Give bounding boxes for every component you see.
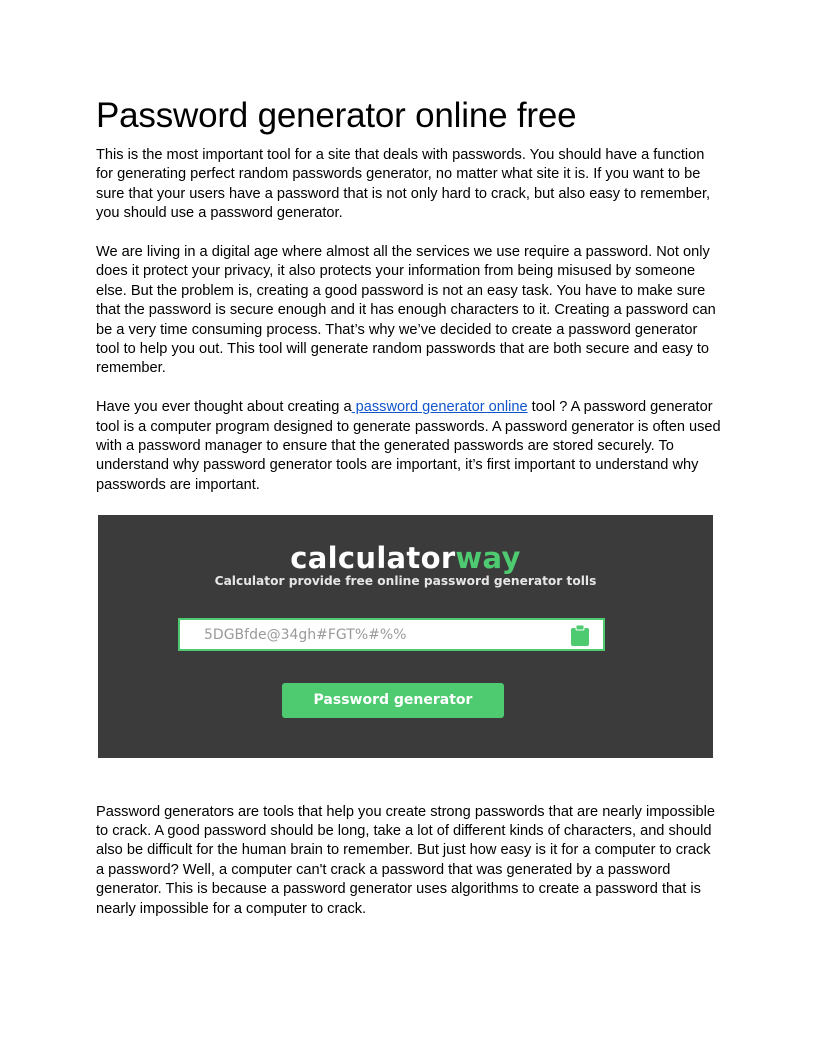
clipboard-icon <box>569 624 591 647</box>
generated-password-value: 5DGBfde@34gh#FGT%#%% <box>204 626 407 643</box>
banner-tagline: Calculator provide free online password generator tolls <box>214 573 597 588</box>
brand-logo-part2: way <box>455 540 521 575</box>
password-generator-paragraph <box>96 398 722 495</box>
closing-paragraph: Password generators are tools that help you create strong passwords that are nearly impossible to crack. A good password should be long, take a lot of different kinds of characters, and should also be difficult for the human brain to remember. But just how easy is it for a computer to crack a password? Well, a computer can't crack a password that was generated by a password generator. This is because a password generator uses algorithms to create a password that is nearly impossible for a computer to crack. <box>96 803 715 917</box>
intro-paragraph: This is the most important tool for a site that deals with passwords. You should have a function for generating perfect random passwords generator, no matter what site it is. If you want to be sure that your users have a password that is not only hard to crack, but also easy to remember, you should use a password generator. <box>96 147 711 222</box>
password-generator-online-link[interactable]: password generator online <box>351 399 528 416</box>
digital-age-paragraph: We are living in a digital age where almost all the services we use require a password. Not only does it protect your privacy, it also protects your information from being misused by someone else. But the problem is, creating a good password is not an easy task. You have to make sure that the password is secure enough and it has enough characters to it. Creating a password can be a very time consuming process. That’s why we’ve decided to create a password generator tool to help you out. This tool will generate random passwords that are both secure and easy to remember. <box>96 244 716 377</box>
paragraph-text-after-link: tool ? A password generator tool is a computer program designed to generate passwords. A password generator is often used with a password manager to ensure that the generated passwords are stored securely. To understand why password generator tools are important, it’s first important to understand why passwords are important. <box>96 399 721 493</box>
brand-logo <box>98 540 713 576</box>
document-page <box>96 92 722 939</box>
page-title: Password generator online free <box>96 96 577 135</box>
password-generator-button: Password generator <box>282 683 504 718</box>
generated-password-field <box>178 618 605 651</box>
brand-logo-part1: calculator <box>290 540 456 575</box>
calculatorway-banner-image <box>98 515 713 758</box>
paragraph-text-before-link: Have you ever thought about creating a <box>96 399 352 416</box>
